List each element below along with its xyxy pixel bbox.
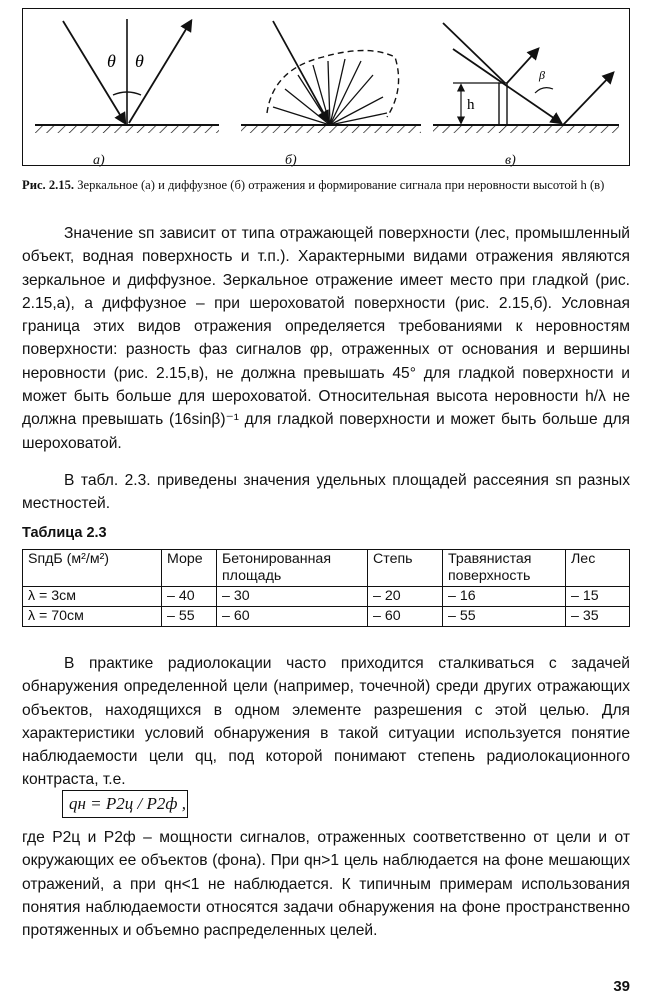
diagram-c-roughness <box>433 23 619 133</box>
figure-2-15 <box>22 8 630 166</box>
table-cell: – 35 <box>566 607 630 627</box>
table-cell: – 55 <box>162 607 217 627</box>
table-cell: – 20 <box>368 587 443 607</box>
table-cell: – 60 <box>217 607 368 627</box>
caption-lead: Рис. 2.15. <box>22 178 75 192</box>
observability-formula: qн = P2ц / P2ф , <box>62 790 188 818</box>
header-cell: Море <box>162 550 217 587</box>
diagram-b-diffuse <box>241 21 421 133</box>
table-title: Таблица 2.3 <box>22 525 107 541</box>
sub-label-b: б) <box>285 153 297 168</box>
page-number: 39 <box>613 978 630 995</box>
table-cell: – 40 <box>162 587 217 607</box>
diagram-a-specular <box>35 19 219 133</box>
paragraph-1 <box>22 222 630 455</box>
paragraph-2 <box>22 469 630 516</box>
table-row <box>23 587 630 607</box>
table-cell: – 55 <box>443 607 566 627</box>
table-row <box>23 607 630 627</box>
table-cell: λ = 3см <box>23 587 162 607</box>
beta-angle-label: β <box>539 68 545 82</box>
header-cell: Бетонированная площадь <box>217 550 368 587</box>
reflection-diagrams <box>23 9 631 167</box>
theta-left-label: θ <box>107 51 116 71</box>
table-2-3 <box>22 549 630 627</box>
table-cell: – 16 <box>443 587 566 607</box>
table-cell: – 30 <box>217 587 368 607</box>
paragraph-4-text: где P2ц и P2ф – мощности сигналов, отраженных соответственно от цели и от окружающих ее объектов (фона). При qн>1 цель наблюдается на фоне мешающих отражений, а при qн<1 не наблюдается. К типичным примерам использования понятия наблюдаемости относятся задачи обнаружения на фоне пространственно протяженных и объемно распределенных целей. <box>22 829 630 940</box>
table-cell: – 15 <box>566 587 630 607</box>
table-cell: – 60 <box>368 607 443 627</box>
header-cell: Травянистая поверхность <box>443 550 566 587</box>
paragraph-3 <box>22 652 630 792</box>
theta-right-label: θ <box>135 51 144 71</box>
paragraph-3-text: В практике радиолокации часто приходится сталкиваться с задачей обнаружения определенной цели (например, точечной) среди других отражающих объектов, находящихся в одном элементе разрешения с этой целью. Для характеристики условий обнаружения в такой ситуации используется понятие наблюдаемости цели qц, под которой понимают степень радиолокационного контраста, т.е. <box>22 655 630 789</box>
table-cell: λ = 70см <box>23 607 162 627</box>
figure-caption <box>22 176 630 195</box>
header-cell: Степь <box>368 550 443 587</box>
paragraph-4 <box>22 826 630 942</box>
paragraph-1-text: Значение sп зависит от типа отражающей поверхности (лес, промышленный объект, водная поверхность и т.п.). Характерными видами отражения являются зеркальное и диффузное. Зеркальное отражение имеет место при гладкой (рис. 2.15,а), а диффузное – при шероховатой поверхности (рис. 2.15,б). Условная граница этих видов отражения определяется требованиями к неровностям поверхности: разность фаз сигналов φр, отраженных от основания и вершины неровности (рис. 2.15,в), не должна превышать 45° для гладкой поверхности и может быть больше для шероховатой. Относительная высота неровности h/λ не должна превышать (16sinβ)⁻¹ для гладкой поверхности и может быть больше для шероховатой. <box>22 225 630 452</box>
sub-label-a: а) <box>93 153 105 168</box>
header-cell: SпдБ (м²/м²) <box>23 550 162 587</box>
caption-text: Зеркальное (а) и диффузное (б) отражения и формирование сигнала при неровности высотой h (в) <box>77 178 605 192</box>
table-header-row <box>23 550 630 587</box>
header-cell: Лес <box>566 550 630 587</box>
paragraph-2-text: В табл. 2.3. приведены значения удельных площадей рассеяния sп разных местностей. <box>22 472 630 513</box>
height-h-label: h <box>467 97 475 113</box>
sub-label-c: в) <box>505 153 516 168</box>
